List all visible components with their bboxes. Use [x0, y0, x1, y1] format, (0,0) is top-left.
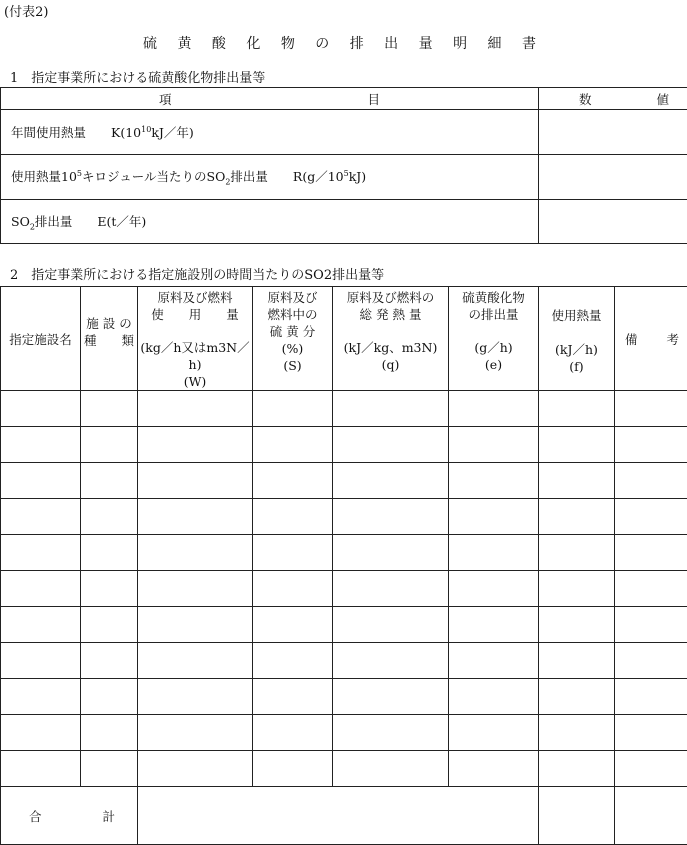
- facility-cell[interactable]: [253, 463, 333, 499]
- facility-cell[interactable]: [449, 715, 539, 751]
- facility-cell[interactable]: [449, 499, 539, 535]
- row-so2-per-heat: 使用熱量$10^5$キロジュール当たりの$SO_2$排出量 $R(g/10^5kJ)$: [1, 155, 539, 200]
- facility-cell[interactable]: [333, 427, 449, 463]
- section2-table: [0, 286, 687, 845]
- facility-cell[interactable]: [253, 391, 333, 427]
- facility-cell[interactable]: [539, 751, 615, 787]
- header-remarks: 備 考: [615, 287, 687, 391]
- facility-cell[interactable]: [81, 427, 138, 463]
- facility-cell[interactable]: [333, 751, 449, 787]
- facility-cell[interactable]: [1, 571, 81, 607]
- facility-cell[interactable]: [615, 391, 687, 427]
- facility-cell[interactable]: [539, 715, 615, 751]
- facility-cell[interactable]: [138, 751, 253, 787]
- facility-cell[interactable]: [449, 571, 539, 607]
- facility-cell[interactable]: [138, 427, 253, 463]
- facility-cell[interactable]: [81, 715, 138, 751]
- facility-row: [1, 679, 687, 715]
- facility-row: [1, 643, 687, 679]
- facility-cell[interactable]: [138, 715, 253, 751]
- facility-cell[interactable]: [1, 679, 81, 715]
- item-header: [1, 88, 539, 110]
- value-header-b: 値: [656, 90, 669, 108]
- facility-cell[interactable]: [253, 679, 333, 715]
- facility-cell[interactable]: [539, 571, 615, 607]
- section2-heading: 2 指定事業所における指定施設別の時間当たりのSO2排出量等: [10, 264, 384, 283]
- facility-cell[interactable]: [615, 607, 687, 643]
- facility-cell[interactable]: [1, 535, 81, 571]
- facility-cell[interactable]: [81, 679, 138, 715]
- appendix-label: (付表2): [4, 1, 48, 20]
- facility-cell[interactable]: [138, 535, 253, 571]
- document-title: 硫 黄 酸 化 物 の 排 出 量 明 細 書: [0, 33, 687, 53]
- facility-cell[interactable]: [615, 643, 687, 679]
- item-header-a: 項: [159, 90, 172, 108]
- facility-cell[interactable]: [615, 463, 687, 499]
- value-annual-heat[interactable]: [539, 110, 687, 155]
- facility-cell[interactable]: [81, 751, 138, 787]
- facility-cell[interactable]: [81, 643, 138, 679]
- total-blank: [138, 787, 539, 845]
- facility-row: [1, 535, 687, 571]
- facility-cell[interactable]: [253, 499, 333, 535]
- facility-cell[interactable]: [333, 499, 449, 535]
- facility-cell[interactable]: [138, 571, 253, 607]
- facility-cell[interactable]: [1, 499, 81, 535]
- facility-row: [1, 391, 687, 427]
- value-so2-per-heat[interactable]: [539, 155, 687, 200]
- facility-cell[interactable]: [1, 607, 81, 643]
- facility-cell[interactable]: [333, 679, 449, 715]
- facility-cell[interactable]: [615, 535, 687, 571]
- item-header-b: 目: [367, 90, 380, 108]
- facility-cell[interactable]: [615, 499, 687, 535]
- facility-row: [1, 463, 687, 499]
- facility-cell[interactable]: [333, 715, 449, 751]
- facility-cell[interactable]: [449, 463, 539, 499]
- facility-cell[interactable]: [333, 643, 449, 679]
- facility-cell[interactable]: [81, 391, 138, 427]
- facility-cell[interactable]: [333, 463, 449, 499]
- facility-cell[interactable]: [615, 571, 687, 607]
- facility-cell[interactable]: [81, 607, 138, 643]
- facility-cell[interactable]: [138, 463, 253, 499]
- facility-cell[interactable]: [81, 535, 138, 571]
- section1-heading: 1 指定事業所における硫黄酸化物排出量等: [10, 67, 265, 86]
- facility-cell[interactable]: [138, 607, 253, 643]
- section1-table: [0, 87, 687, 244]
- header-facility-name: 指定施設名: [1, 287, 81, 391]
- total-remarks-cell[interactable]: [615, 787, 687, 845]
- facility-row: [1, 427, 687, 463]
- facility-cell[interactable]: [333, 571, 449, 607]
- facility-cell[interactable]: [253, 643, 333, 679]
- facility-row: [1, 499, 687, 535]
- facility-row: [1, 571, 687, 607]
- header-heat-f: 使用熱量 (kJ／h) (f): [539, 287, 615, 391]
- facility-cell[interactable]: [1, 427, 81, 463]
- header-usage-w: 原料及び燃料 使 用 量 (kg／h又はm3N／h) (W): [138, 287, 253, 391]
- total-label: 合 計: [1, 787, 138, 845]
- facility-cell[interactable]: [138, 499, 253, 535]
- facility-cell[interactable]: [539, 391, 615, 427]
- facility-cell[interactable]: [81, 463, 138, 499]
- header-emission-e: 硫黄酸化物 の排出量 (g／h) (e): [449, 287, 539, 391]
- header-sulfur-s: 原料及び 燃料中の 硫 黄 分 (%) (S): [253, 287, 333, 391]
- facility-cell[interactable]: [539, 463, 615, 499]
- facility-cell[interactable]: [539, 607, 615, 643]
- facility-cell[interactable]: [253, 607, 333, 643]
- facility-cell[interactable]: [1, 643, 81, 679]
- facility-cell[interactable]: [449, 607, 539, 643]
- facility-row: [1, 715, 687, 751]
- facility-cell[interactable]: [253, 427, 333, 463]
- facility-cell[interactable]: [333, 607, 449, 643]
- facility-cell[interactable]: [539, 427, 615, 463]
- facility-cell[interactable]: [1, 715, 81, 751]
- facility-row: [1, 751, 687, 787]
- facility-cell[interactable]: [1, 391, 81, 427]
- facility-cell[interactable]: [449, 679, 539, 715]
- facility-cell[interactable]: [449, 751, 539, 787]
- facility-cell[interactable]: [539, 535, 615, 571]
- facility-cell[interactable]: [138, 679, 253, 715]
- facility-row: [1, 607, 687, 643]
- facility-cell[interactable]: [615, 715, 687, 751]
- header-facility-type: 施 設 の 種 類: [81, 287, 138, 391]
- header-heat-q: 原料及び燃料の 総 発 熱 量 (kJ／kg、m3N) (q): [333, 287, 449, 391]
- facility-cell[interactable]: [615, 679, 687, 715]
- facility-cell[interactable]: [615, 751, 687, 787]
- facility-cell[interactable]: [1, 751, 81, 787]
- facility-cell[interactable]: [333, 391, 449, 427]
- facility-cell[interactable]: [333, 535, 449, 571]
- facility-cell[interactable]: [253, 715, 333, 751]
- facility-cell[interactable]: [539, 643, 615, 679]
- value-header-a: 数: [579, 90, 592, 108]
- facility-cell[interactable]: [138, 391, 253, 427]
- facility-cell[interactable]: [615, 427, 687, 463]
- row-annual-heat: 年間使用熱量 $K(10^{10}kJ/$年): [1, 110, 539, 155]
- facility-cell[interactable]: [253, 571, 333, 607]
- value-header: [539, 88, 687, 110]
- facility-cell[interactable]: [253, 751, 333, 787]
- value-so2-emission[interactable]: [539, 200, 687, 244]
- facility-cell[interactable]: [1, 463, 81, 499]
- facility-cell[interactable]: [449, 427, 539, 463]
- facility-cell[interactable]: [253, 535, 333, 571]
- facility-cell[interactable]: [539, 499, 615, 535]
- facility-cell[interactable]: [449, 643, 539, 679]
- facility-rows: [1, 391, 687, 787]
- facility-cell[interactable]: [449, 535, 539, 571]
- facility-cell[interactable]: [81, 499, 138, 535]
- row-so2-emission: $SO_2$排出量 E(t／年): [1, 200, 539, 244]
- facility-cell[interactable]: [138, 643, 253, 679]
- facility-cell[interactable]: [539, 679, 615, 715]
- total-heat-cell[interactable]: [539, 787, 615, 845]
- facility-cell[interactable]: [81, 571, 138, 607]
- facility-cell[interactable]: [449, 391, 539, 427]
